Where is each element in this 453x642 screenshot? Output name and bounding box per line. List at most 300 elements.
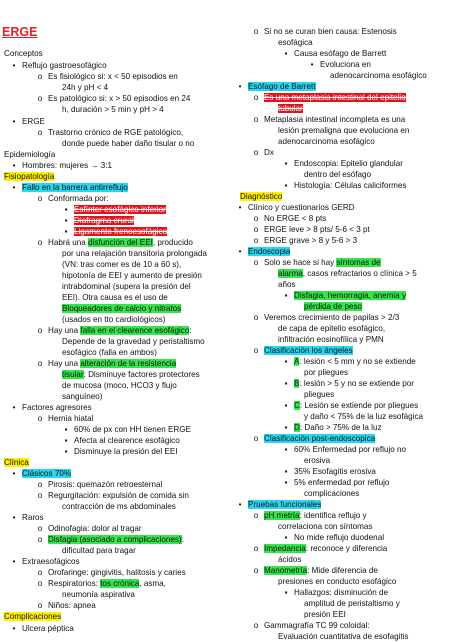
note-line <box>240 192 282 202</box>
note-line <box>304 456 330 466</box>
note-text: Si no se curan bien causa: Estenosis <box>264 27 397 36</box>
note-text: Dx <box>264 148 274 157</box>
note-text: Es patológico si: x > 50 episodios en 24 <box>48 94 191 103</box>
note-text: amplitud de peristaltismo y <box>304 599 400 608</box>
note-text: tubular <box>278 104 303 113</box>
note-line <box>248 500 321 510</box>
note-line <box>278 104 303 114</box>
note-text: Raros <box>22 513 44 522</box>
bullet-icon: o <box>37 535 43 544</box>
bullet-icon: • <box>238 203 242 212</box>
note-line <box>48 480 162 490</box>
bullet-icon: o <box>253 148 259 157</box>
note-text: ERGE <box>22 117 45 126</box>
note-line <box>264 258 381 268</box>
note-line <box>48 72 178 82</box>
note-line <box>264 115 405 125</box>
note-line <box>4 458 29 468</box>
highlighted-text: Manometría <box>264 566 308 575</box>
note-line <box>294 478 389 488</box>
note-line <box>48 414 93 424</box>
bullet-icon: ▪ <box>284 588 288 597</box>
note-line <box>48 535 184 545</box>
note-text: adenocarcinoma esofágico <box>278 137 375 146</box>
bullet-icon: ▪ <box>284 445 288 454</box>
note-line <box>22 624 74 634</box>
note-line <box>22 183 128 193</box>
note-line <box>264 511 367 521</box>
note-text: Odinofagia: dolor al tragar <box>48 524 142 533</box>
note-text: Pruebas funcionales <box>248 500 322 509</box>
note-text-after: , casos refractarios o clínica > 5 <box>302 269 417 278</box>
bullet-icon: • <box>238 82 242 91</box>
bullet-icon: • <box>12 469 16 478</box>
note-line <box>4 612 61 622</box>
bullet-icon: ▪ <box>284 159 288 168</box>
bullet-icon: o <box>37 359 43 368</box>
note-line <box>62 139 194 149</box>
note-text: Regurgitación: expulsión de comida sin <box>48 491 189 500</box>
note-line <box>248 82 316 92</box>
highlighted-text: B <box>294 379 300 388</box>
bullet-icon: o <box>37 568 43 577</box>
note-text: Orofaringe: gingivitis, halitosis y caries <box>48 568 186 577</box>
note-line <box>62 271 202 281</box>
note-text: Endoscopia <box>248 247 291 256</box>
bullet-icon: o <box>37 414 43 423</box>
note-line <box>4 150 55 160</box>
note-text: (usados en tto cardiológicos) <box>62 315 166 324</box>
note-line <box>304 489 359 499</box>
note-line <box>248 203 355 213</box>
note-line <box>48 579 166 589</box>
highlighted-text: síntomas de <box>336 258 381 267</box>
note-line <box>330 71 427 81</box>
bullet-icon: o <box>253 115 259 124</box>
note-text: Ligamento frenoesofágico <box>74 227 168 236</box>
bullet-icon: o <box>37 128 43 137</box>
bullet-icon: • <box>12 61 16 70</box>
note-text: Afecta al clearence esofágico <box>74 436 180 445</box>
note-text-after: : Disminuye factores protectores <box>83 370 200 379</box>
note-line <box>294 379 414 389</box>
note-text-after: : reconoce y diferencia <box>305 544 388 553</box>
note-text: de capa de epitelio esofágico, <box>278 324 386 333</box>
bullet-icon: ▪ <box>284 181 288 190</box>
note-text: Clínica <box>4 458 29 467</box>
bullet-icon: • <box>12 183 16 192</box>
bullet-icon: ▪ <box>64 436 68 445</box>
bullet-icon: • <box>12 161 16 170</box>
bullet-icon: ▪ <box>284 423 288 432</box>
bullet-icon: o <box>37 601 43 610</box>
note-line <box>264 27 397 37</box>
note-text: esofágico (falla en ambos) <box>62 348 157 357</box>
note-text-after: : Mide diferencia de <box>307 566 378 575</box>
note-line <box>278 324 385 334</box>
note-line <box>62 315 165 325</box>
note-text: ERGE leve > 8 pts/ 5-6 < 3 pt <box>264 225 370 234</box>
note-line <box>74 216 134 226</box>
note-line <box>264 313 399 323</box>
note-line <box>48 491 189 501</box>
bullet-icon: • <box>12 403 16 412</box>
note-text: Pirosis: quemazón retroesternal <box>48 480 163 489</box>
note-line <box>74 436 180 446</box>
note-line <box>304 170 371 180</box>
note-text: contracción de ms abdominales <box>62 502 176 511</box>
highlighted-text: C <box>294 401 300 410</box>
note-line <box>62 381 177 391</box>
highlighted-text: tos crónica <box>100 579 140 588</box>
note-text: Hombres: mujeres → 3:1 <box>22 161 112 170</box>
note-text: sanguíneo) <box>62 392 103 401</box>
note-text: Es fisiológico si: x < 50 episodios en <box>48 72 178 81</box>
bullet-icon: o <box>253 225 259 234</box>
note-line <box>74 425 191 435</box>
note-text: 60% Enfermedad por reflujo no <box>294 445 407 454</box>
note-line <box>278 522 372 532</box>
note-line <box>22 161 112 171</box>
note-line <box>62 105 164 115</box>
bullet-icon: ▪ <box>284 291 288 300</box>
bullet-icon: o <box>253 214 259 223</box>
note-text: (VN: tras comer es de 10 a 60 s), <box>62 260 182 269</box>
note-line <box>294 401 418 411</box>
note-text: Conceptos <box>4 49 43 58</box>
note-line <box>278 269 417 279</box>
note-line <box>74 227 167 237</box>
note-line <box>264 236 357 246</box>
bullet-icon: o <box>253 434 259 443</box>
note-text: esofágica <box>278 38 313 47</box>
note-text: dificultad para tragar <box>62 546 136 555</box>
bullet-icon: • <box>12 117 16 126</box>
note-text: Clínico y cuestionarios GERD <box>248 203 355 212</box>
note-text: Histología: Células caliciformes <box>294 181 407 190</box>
note-line <box>304 368 348 378</box>
note-text: No ERGE < 8 pts <box>264 214 327 223</box>
note-text: Clasificación los ángeles <box>264 346 353 355</box>
bullet-icon: o <box>37 194 43 203</box>
note-text: Metaplasia intestinal incompleta es una <box>264 115 406 124</box>
note-text: presiones en conducto esofágico <box>278 577 397 586</box>
note-line <box>48 238 193 248</box>
note-text: Habrá una <box>48 238 89 247</box>
note-line <box>22 403 92 413</box>
note-line <box>294 49 386 59</box>
note-text: Solo se hace si hay <box>264 258 337 267</box>
note-text: Depende de la gravedad y peristaltismo <box>62 337 205 346</box>
note-line <box>304 412 423 422</box>
bullet-icon: ▪ <box>64 227 68 236</box>
note-text: ERGE grave > 8 y 5-6 > 3 <box>264 236 358 245</box>
bullet-icon: o <box>37 480 43 489</box>
note-text: años <box>278 280 296 289</box>
note-text: Es una metaplasia intestinal del epitelio <box>264 93 406 102</box>
note-text: Ulcera péptica <box>22 624 74 633</box>
note-line <box>62 83 108 93</box>
note-text: pliegues <box>304 390 335 399</box>
note-text: Clasificación post-endoscopica <box>264 434 376 443</box>
note-line <box>62 370 200 380</box>
note-line <box>264 225 370 235</box>
note-text: Epidemiología <box>4 150 56 159</box>
bullet-icon: o <box>253 566 259 575</box>
note-line <box>294 445 406 455</box>
bullet-icon: • <box>238 247 242 256</box>
bullet-icon: ▪ <box>64 447 68 456</box>
note-text: complicaciones <box>304 489 360 498</box>
note-text: ácidos <box>278 555 302 564</box>
note-line <box>62 502 176 512</box>
note-line <box>294 357 416 367</box>
note-line <box>264 621 370 631</box>
bullet-icon: o <box>37 94 43 103</box>
note-text-after: : identifica reflujo y <box>299 511 367 520</box>
note-line <box>22 557 80 567</box>
note-text: donde puede haber daño tisular o no <box>62 139 195 148</box>
note-text-after: : <box>181 535 184 544</box>
note-text: Factores agresores <box>22 403 92 412</box>
note-text: Respiratorios: <box>48 579 101 588</box>
highlighted-text: disfunción del EEI <box>88 238 153 247</box>
highlighted-text: tisular <box>62 370 84 379</box>
note-text: Veremos crecimiento de papilas > 2/3 <box>264 313 400 322</box>
note-line <box>304 599 400 609</box>
bullet-icon: • <box>12 624 16 633</box>
note-text: Esófago de Barrett <box>248 82 316 91</box>
bullet-icon: ▪ <box>64 205 68 214</box>
bullet-icon: ▪ <box>284 49 288 58</box>
note-line <box>48 194 109 204</box>
bullet-icon: • <box>12 557 16 566</box>
note-line <box>264 566 378 576</box>
note-line <box>62 304 181 314</box>
note-text: Niños: apnea <box>48 601 96 610</box>
bullet-icon: o <box>253 258 259 267</box>
note-line <box>74 447 177 457</box>
bullet-icon: o <box>253 93 259 102</box>
highlighted-text: Impedancia <box>264 544 306 553</box>
bullet-icon: ▪ <box>64 216 68 225</box>
note-text: Diagnóstico <box>240 192 283 201</box>
bullet-icon: o <box>253 544 259 553</box>
note-text: hipotonía de EEI y aumento de presión <box>62 271 202 280</box>
note-line <box>264 346 353 356</box>
note-text: No mide reflujo duodenal <box>294 533 384 542</box>
note-text: neumonía aspirativa <box>62 590 135 599</box>
note-line <box>264 434 375 444</box>
note-text: Disminuye la presión del EEI <box>74 447 178 456</box>
bullet-icon: o <box>37 579 43 588</box>
note-text: Extraesofágicos <box>22 557 80 566</box>
note-line <box>4 172 54 182</box>
note-text: 35% Esofagitis erosiva <box>294 467 376 476</box>
note-text: dentro del esófago <box>304 170 372 179</box>
bullet-icon: o <box>37 238 43 247</box>
note-text: Causa esófago de Barrett <box>294 49 387 58</box>
note-line <box>294 533 384 543</box>
note-line <box>62 348 157 358</box>
note-text: Endoscopia: Epitelio glandular <box>294 159 403 168</box>
highlighted-text: D <box>294 423 300 432</box>
note-text: Fallo en la barrera antirreflujo <box>22 183 128 192</box>
note-line <box>22 61 107 71</box>
bullet-icon: ▪ <box>284 533 288 542</box>
note-line <box>48 601 96 611</box>
note-text: erosiva <box>304 456 331 465</box>
note-line <box>304 390 334 400</box>
bullet-icon: ▪ <box>284 357 288 366</box>
bullet-icon: ▪ <box>284 379 288 388</box>
note-line <box>278 577 396 587</box>
note-text: por pliegues <box>304 368 349 377</box>
note-text: de mucosa (moco, HCO3 y flujo <box>62 381 177 390</box>
note-line <box>62 546 136 556</box>
bullet-icon: o <box>37 326 43 335</box>
note-text-after: : lesión > 5 y no se extiende por <box>299 379 414 388</box>
bullet-icon: • <box>310 60 314 69</box>
note-line <box>320 60 371 70</box>
note-line <box>278 126 409 136</box>
note-text: Hay una <box>48 359 81 368</box>
highlighted-text: alarma <box>278 269 303 278</box>
note-line <box>74 205 166 215</box>
note-text: adenocarcinoma esofágico <box>330 71 427 80</box>
note-text-after: : Lesión se extiende por pliegues <box>299 401 419 410</box>
note-line <box>278 137 375 147</box>
note-line <box>278 335 384 345</box>
note-line <box>62 590 135 600</box>
note-text: Gammagrafía TC 99 coloidal: <box>264 621 370 630</box>
note-line <box>22 513 44 523</box>
note-line <box>62 392 103 402</box>
note-text: Reflujo gastroesofágico <box>22 61 107 70</box>
note-line <box>22 117 45 127</box>
note-text: Esfínter esofágico inferior <box>74 205 166 214</box>
note-text: 60% de px con HH tienen ERGE <box>74 425 191 434</box>
bullet-icon: • <box>12 513 16 522</box>
bullet-icon: o <box>253 346 259 355</box>
highlighted-text: Disfagia (asociado a complicaciones) <box>48 535 182 544</box>
note-text: Hallazgos: disminución de <box>294 588 389 597</box>
bullet-icon: o <box>253 313 259 322</box>
note-text: Complicaciones <box>4 612 62 621</box>
note-text: correlaciona con síntomas <box>278 522 373 531</box>
bullet-icon: ▪ <box>284 401 288 410</box>
note-text: por una relajación transitoria prolongada <box>62 249 207 258</box>
bullet-icon: o <box>37 72 43 81</box>
bullet-icon: ▪ <box>284 478 288 487</box>
note-text: Diafragma crural <box>74 216 134 225</box>
note-text: y daño < 75% de la luz esofágica <box>304 412 424 421</box>
note-text-after: , asma, <box>139 579 166 588</box>
highlighted-text: Disfagia, hemorragia, anemia y <box>294 291 407 300</box>
note-text: intrabdominal (supera la presión del <box>62 282 191 291</box>
note-text: 24h y pH < 4 <box>62 83 109 92</box>
note-text: lesión premaligna que evoluciona en <box>278 126 410 135</box>
note-line <box>62 260 181 270</box>
note-line <box>294 588 388 598</box>
note-line <box>48 359 176 369</box>
note-text: Trastorno crónico de RGE patológico, <box>48 128 184 137</box>
bullet-icon: o <box>253 621 259 630</box>
note-text-after: : lesión < 5 mm y no se extiende <box>299 357 416 366</box>
note-text: Hernia hiatal <box>48 414 94 423</box>
note-line <box>264 93 406 103</box>
highlighted-text: pH metría <box>264 511 300 520</box>
highlighted-text: alteración de la resistencia <box>80 359 177 368</box>
note-text: 5% enfermedad por reflujo <box>294 478 390 487</box>
note-line <box>304 610 346 620</box>
note-line <box>278 280 296 290</box>
note-line <box>264 214 326 224</box>
note-line <box>4 49 43 59</box>
highlighted-text: A <box>294 357 300 366</box>
note-line <box>294 159 403 169</box>
note-line <box>248 247 290 257</box>
bullet-icon: o <box>37 524 43 533</box>
bullet-icon: o <box>37 491 43 500</box>
note-line <box>48 568 186 578</box>
note-text: presión EEI <box>304 610 346 619</box>
note-line <box>294 181 406 191</box>
note-text-after: : <box>189 326 192 335</box>
note-text: h, duración > 5 min y pH > 4 <box>62 105 164 114</box>
note-line <box>22 469 71 479</box>
note-text: Fisiopatología <box>4 172 55 181</box>
bullet-icon: • <box>238 500 242 509</box>
bullet-icon: o <box>253 27 259 36</box>
highlighted-text: Bloqueadores de calcio y nitratos <box>62 304 182 313</box>
note-line <box>48 94 190 104</box>
highlighted-text: falla en el clearence esofágico <box>80 326 190 335</box>
page-title: ERGE <box>2 25 38 39</box>
note-line <box>48 326 192 336</box>
note-line <box>264 544 387 554</box>
bullet-icon: o <box>253 511 259 520</box>
note-line <box>294 291 406 301</box>
note-text: Evaluación cuantitativa de esofagitis <box>278 632 409 641</box>
note-text: Evoluciona en <box>320 60 371 69</box>
note-line <box>48 128 183 138</box>
note-text: Clásicos 70% <box>22 469 72 478</box>
note-text-after: : Daño > 75% de la luz <box>299 423 382 432</box>
note-line <box>304 302 362 312</box>
note-line <box>62 249 207 259</box>
note-line <box>278 38 313 48</box>
note-line <box>278 632 408 642</box>
note-line <box>278 555 301 565</box>
note-line <box>294 423 382 433</box>
bullet-icon: ▪ <box>284 467 288 476</box>
note-text: Conformada por: <box>48 194 109 203</box>
note-text: Hay una <box>48 326 81 335</box>
note-line <box>62 337 205 347</box>
note-line <box>62 282 191 292</box>
note-line <box>48 524 142 534</box>
highlighted-text: pérdida de peso <box>304 302 363 311</box>
note-text: EEI). Otra causa es el uso de <box>62 293 168 302</box>
note-text: infiltración eosinofílica y PMN <box>278 335 384 344</box>
note-line <box>264 148 274 158</box>
bullet-icon: o <box>253 236 259 245</box>
note-line <box>294 467 376 477</box>
note-line <box>62 293 168 303</box>
bullet-icon: ▪ <box>64 425 68 434</box>
note-text-after: , producido <box>152 238 193 247</box>
